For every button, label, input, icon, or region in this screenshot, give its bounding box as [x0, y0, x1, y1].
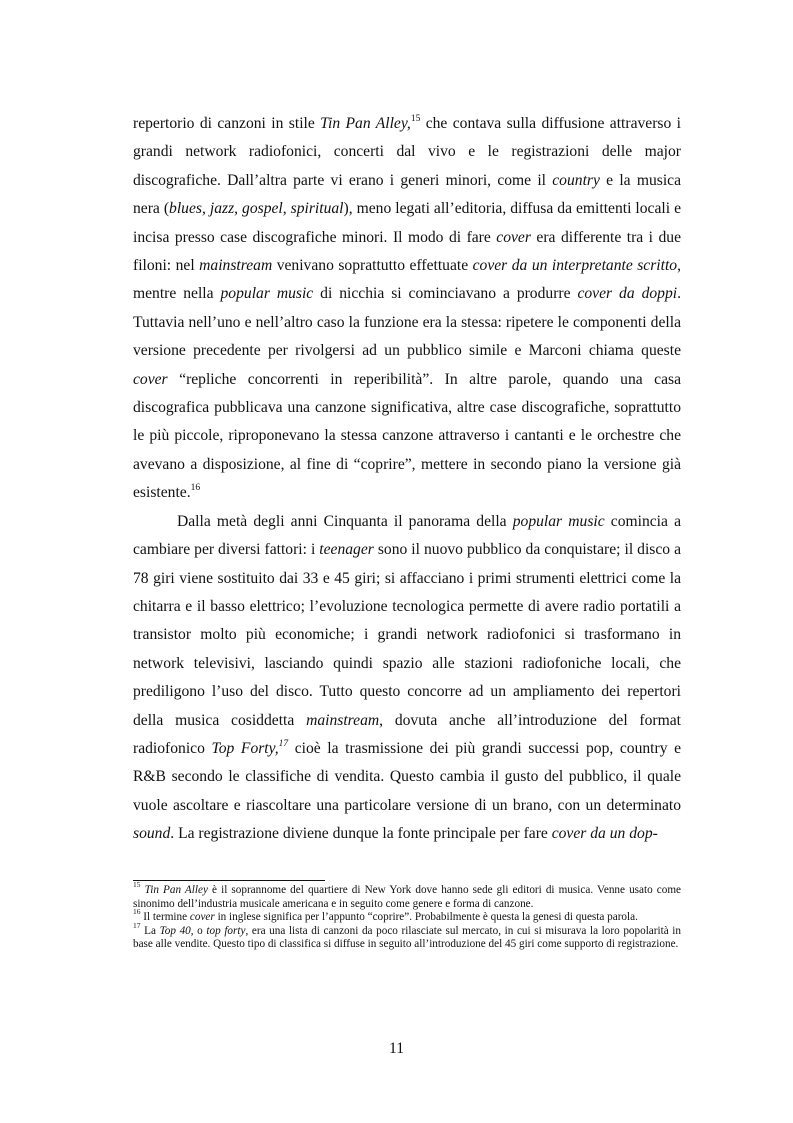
- text-run: venivano soprattutto effettuate: [272, 257, 473, 275]
- text-run: repertorio di canzoni in stile: [133, 115, 321, 132]
- text-run: . La registrazione diviene dunque la fonte principale per fare: [170, 825, 552, 843]
- paragraph: [133, 508, 681, 849]
- text-run: in inglese significa per l’appunto “coprire”. Probabilmente è questa la genesi di questa parola.: [214, 911, 638, 924]
- italic-text: cover: [189, 911, 215, 924]
- text-run: cioè la trasmissione dei più grandi successi pop, country e R&B secondo le classifiche di vendita. Questo cambia il gusto del pubblico, il quale vuole ascoltare e riascoltare una particolare versione di un brano, con un determinato: [133, 739, 682, 814]
- paragraph: [133, 110, 681, 508]
- italic-text: Top Forty,: [211, 739, 279, 757]
- italic-text: Tin Pan Alley: [144, 884, 208, 896]
- text-run: , o: [190, 924, 207, 937]
- text-run: comincia a cambiare per diversi fattori: i: [133, 512, 681, 559]
- page-number: 11: [388, 1040, 404, 1057]
- footnote-reference: 15: [133, 880, 141, 890]
- text-run: sono il nuovo pubblico da conquistare; il disco a 78 giri viene sostituito dai 33 e 45 giri; si affacciano i primi strumenti elettrici come la chitarra e il basso elettrico; l’evoluzione tecnologica permette di avere radio portatili a transistor molto più economiche; i grandi network radiofonici si trasformano in network televisivi, lasciando quindi spazio alle stazioni radiofoniche locali, che prediligono l’uso del disco. Tutto questo concorre ad un ampliamento dei repertori della musica cosiddetta: [133, 541, 681, 729]
- text-run: . Tuttavia nell’uno e nell’altro caso la funzione era la stessa: ripetere le componenti della versione precedente per rivolgersi ad un pubblico simile e Marconi chiama queste: [133, 285, 681, 360]
- text-run: , era una lista di canzoni da poco rilasciate sul mercato, in cui si misurava la loro popolarità in base alle vendite. Questo tipo di classifica si diffuse in seguito all’introduzione del 45 giri come supporto di registrazione.: [133, 924, 681, 951]
- text-run: , mentre nella: [133, 257, 681, 303]
- text-run: “repliche concorrenti in reperibilità”. In altre parole, quando una casa discografica pubblicava una canzone significativa, altre case discografiche, soprattutto le più piccole, riproponevano la stessa canzone attraverso i cantanti e le orchestre che avevano a disposizione, al fine di “coprire”, mettere in secondo piano la versione già esistente.: [133, 370, 681, 502]
- text-run: e la musica nera (: [133, 171, 681, 218]
- text-run: La: [140, 924, 160, 937]
- italic-text: cover da doppi: [577, 285, 678, 303]
- footnote-separator: [133, 880, 325, 881]
- footnote: [133, 921, 681, 952]
- text-run: era differente tra i due filoni: nel: [133, 228, 682, 275]
- main-text: [133, 110, 681, 849]
- footnote-reference: 16: [190, 483, 201, 494]
- italic-text: sound: [133, 825, 171, 843]
- italic-text: popular music: [512, 512, 605, 530]
- text-run: Il termine: [140, 911, 190, 924]
- footnote-reference: 17: [133, 921, 141, 931]
- italic-text: top forty: [206, 924, 246, 937]
- italic-text: mainstream: [199, 257, 273, 275]
- text-run: che contava sulla diffusione attraverso i grandi network radiofonici, concerti dal vivo e le registrazioni delle major discografiche. Dall’altra parte vi erano i generi minori, come il: [133, 115, 681, 189]
- italic-text: cover: [496, 228, 531, 246]
- italic-text: popular music: [220, 285, 314, 303]
- footnote-reference: 15: [410, 113, 421, 124]
- italic-text: cover da un interpretante scritto: [472, 257, 678, 275]
- italic-text: cover: [133, 370, 168, 388]
- footnotes: [133, 880, 682, 952]
- text-run: Dalla metà degli anni Cinquanta il panorama della: [177, 512, 513, 530]
- footnote-reference: 16: [133, 907, 141, 917]
- italic-text: cover da un dop-: [551, 825, 658, 843]
- text-run: è il soprannome del quartiere di New York dove hanno sede gli editori di musica. Venne usato come sinonimo dell’industria musicale americana e in seguito come genere e forma di canzone.: [133, 884, 682, 910]
- text-run: di nicchia si cominciavano a produrre: [313, 285, 578, 303]
- italic-text: Top 40: [159, 924, 191, 937]
- footnote: [133, 907, 681, 925]
- italic-text: country: [552, 171, 600, 189]
- footnote-reference: 17: [278, 738, 289, 749]
- text-run: ), meno legati all’editoria, diffusa da emittenti locali e incisa presso case discografiche minori. Il modo di fare: [133, 200, 681, 246]
- italic-text: blues, jazz, gospel, spiritual: [169, 200, 344, 218]
- italic-text: mainstream: [306, 711, 380, 729]
- italic-text: Tin Pan Alley,: [320, 115, 411, 132]
- text-run: , dovuta anche all’introduzione del format radiofonico: [133, 711, 682, 757]
- italic-text: teenager: [319, 541, 374, 559]
- footnote: [133, 880, 682, 911]
